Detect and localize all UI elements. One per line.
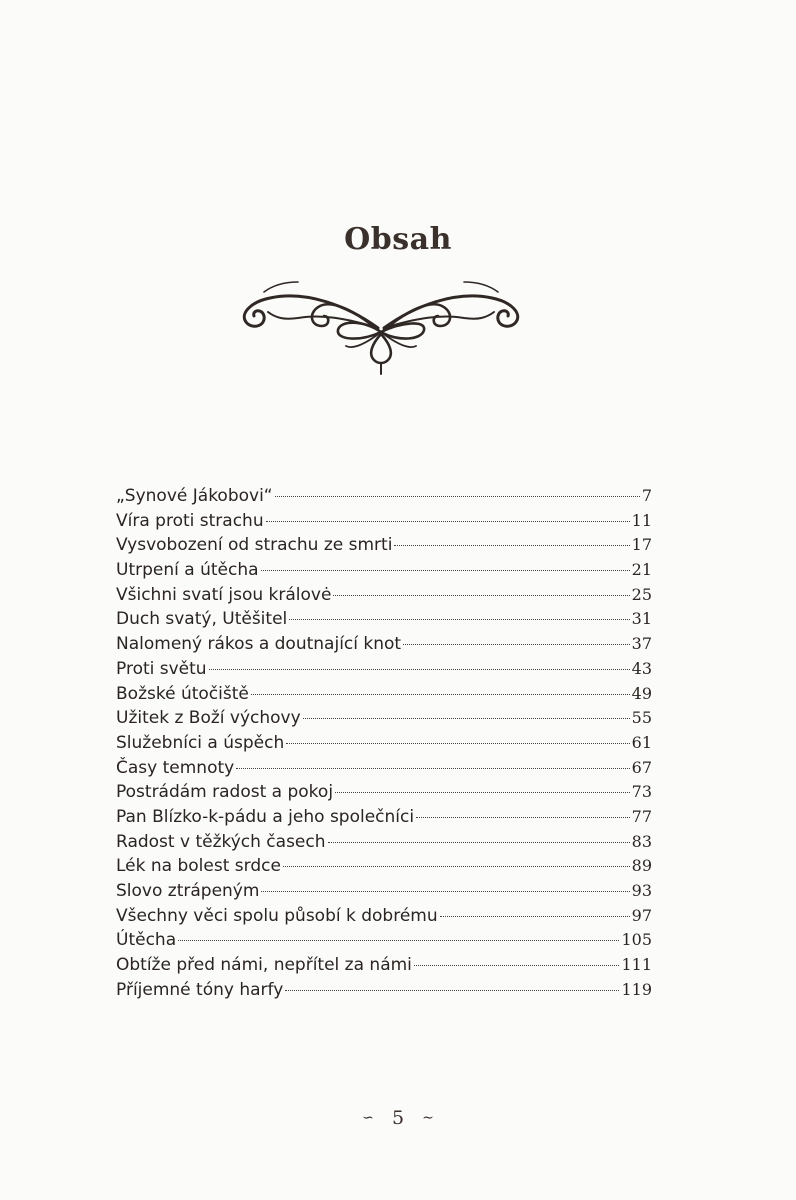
dot-leader: [285, 990, 619, 991]
toc-entry-page: 73: [631, 782, 652, 802]
toc-entry: [116, 782, 652, 807]
dot-leader: [414, 965, 620, 966]
toc-entry: [116, 856, 652, 881]
toc-entry: [116, 659, 652, 684]
dot-leader: [236, 768, 629, 769]
toc-entry-title: Lék na bolest srdce: [116, 856, 281, 877]
toc-entry: [116, 980, 652, 1005]
toc-entry-title: Časy temnoty: [116, 757, 235, 778]
toc-entry: [116, 684, 652, 709]
toc-entry: [116, 906, 652, 931]
toc-entry-title: Radost v těžkých časech: [116, 831, 326, 852]
toc-entry-title: Nalomený rákos a doutnající knot: [116, 634, 402, 655]
toc-entry-title: Utrpení a útěcha: [116, 560, 259, 581]
toc-entry-page: 77: [631, 806, 652, 826]
toc-entry-page: 67: [631, 757, 652, 777]
toc-entry-title: Božské útočiště: [116, 683, 249, 704]
toc-entry: [116, 535, 652, 560]
toc-entry-title: Obtíže před námi, nepřítel za námi: [116, 955, 412, 976]
toc-entry-title: Užitek z Boží výchovy: [116, 708, 301, 729]
page-number: 5: [391, 1107, 405, 1129]
toc-entry-page: 49: [631, 683, 652, 703]
toc-entry: [116, 634, 652, 659]
toc-entry: [116, 955, 652, 980]
dot-leader: [251, 694, 630, 695]
toc-entry-page: 25: [631, 584, 652, 604]
toc-entry: [116, 486, 652, 511]
dot-leader: [335, 792, 630, 793]
page-title: Obsah: [344, 222, 452, 257]
dot-leader: [403, 644, 630, 645]
toc-entry: [116, 881, 652, 906]
toc-entry-page: 17: [631, 535, 652, 555]
dot-leader: [394, 545, 629, 546]
dot-leader: [266, 521, 630, 522]
toc-entry: [116, 807, 652, 832]
toc-entry-title: Všechny věci spolu působí k dobrému: [116, 905, 438, 926]
toc-entry: [116, 733, 652, 758]
dot-leader: [286, 743, 629, 744]
dot-leader: [440, 916, 630, 917]
toc-entry-title: Příjemné tóny harfy: [116, 979, 284, 1000]
toc-entry-page: 31: [631, 609, 652, 629]
toc-entry: [116, 758, 652, 783]
toc-entry: [116, 832, 652, 857]
toc-entry-page: 61: [631, 732, 652, 752]
toc-entry-title: Pan Blízko-k-pádu a jeho společníci: [116, 806, 415, 827]
dot-leader: [275, 496, 640, 497]
toc-entry: [116, 585, 652, 610]
dot-leader: [303, 718, 630, 719]
page-number-footer: [0, 1106, 796, 1129]
toc-entry-page: 37: [631, 634, 652, 654]
toc-entry-title: „Synové Jákobovi“: [116, 486, 273, 506]
left-swash-icon: ∽: [362, 1110, 374, 1126]
toc-entry-page: 7: [641, 486, 652, 505]
right-swash-icon: ∼: [422, 1110, 434, 1126]
table-of-contents: [116, 486, 652, 1004]
toc-entry: [116, 511, 652, 536]
toc-entry-title: Víra proti strachu: [116, 510, 264, 531]
toc-entry: [116, 708, 652, 733]
toc-entry-title: Postrádám radost a pokoj: [116, 782, 334, 803]
toc-entry-page: 111: [621, 955, 652, 975]
toc-entry: [116, 560, 652, 585]
dot-leader: [178, 940, 619, 941]
dot-leader: [209, 669, 630, 670]
dot-leader: [261, 891, 629, 892]
toc-entry-page: 89: [631, 856, 652, 876]
toc-entry-title: Útěcha: [116, 930, 177, 951]
dot-leader: [333, 595, 629, 596]
toc-entry-page: 119: [621, 979, 652, 999]
toc-entry-title: Všichni svatí jsou královė: [116, 584, 332, 605]
toc-entry-title: Služebníci a úspěch: [116, 732, 285, 753]
toc-entry-title: Duch svatý, Utěšitel: [116, 609, 288, 630]
toc-entry-title: Slovo ztrápeným: [116, 881, 260, 901]
toc-entry-page: 21: [631, 560, 652, 580]
toc-entry-page: 93: [631, 881, 652, 900]
dot-leader: [261, 570, 630, 571]
dot-leader: [283, 866, 630, 867]
toc-entry: [116, 609, 652, 634]
flourish-ornament-icon: [228, 268, 534, 380]
toc-entry-page: 83: [631, 831, 652, 851]
dot-leader: [416, 817, 630, 818]
toc-entry-page: 97: [631, 905, 652, 925]
toc-entry-page: 105: [621, 930, 652, 950]
dot-leader: [289, 619, 629, 620]
toc-entry: [116, 930, 652, 955]
toc-entry-title: Proti světu: [116, 658, 207, 679]
dot-leader: [328, 842, 630, 843]
toc-entry-page: 55: [631, 708, 652, 728]
toc-entry-page: 43: [631, 658, 652, 678]
toc-entry-page: 11: [631, 510, 652, 530]
toc-entry-title: Vysvobození od strachu ze smrti: [116, 535, 393, 556]
